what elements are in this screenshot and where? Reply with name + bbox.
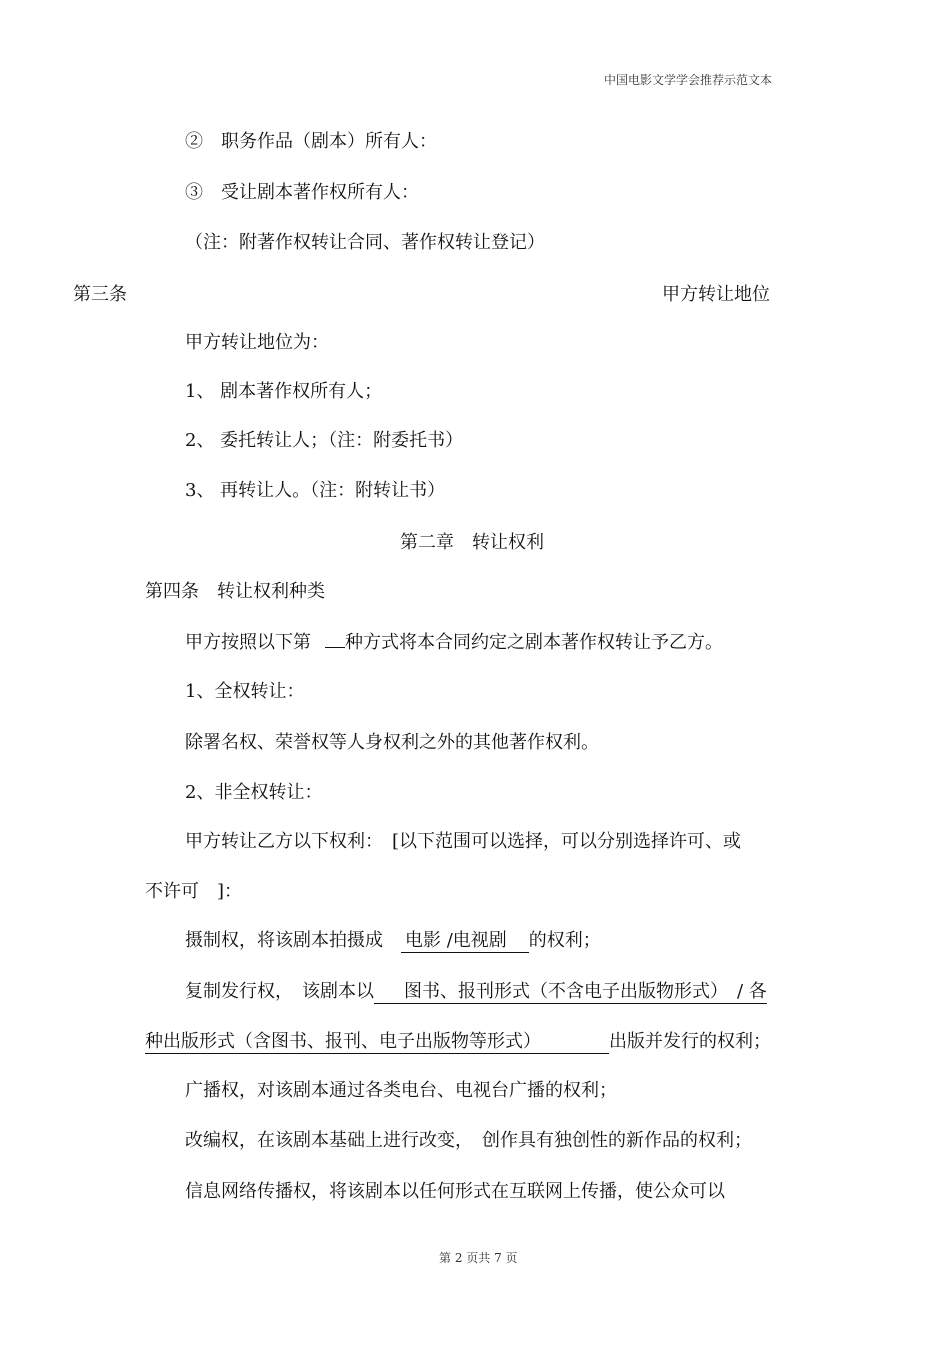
- right-reproduction-blank-1: 图书、报刊形式（不含电子出版物形式） / 各: [374, 981, 767, 1004]
- list-item-3: ③ 受让剧本著作权所有人：: [185, 182, 419, 203]
- list-item-2: ② 职务作品（剧本）所有人：: [185, 131, 437, 152]
- right-reproduction-b: 出版并发行的权利；: [609, 1031, 771, 1052]
- chapter-title: 第二章 转让权利: [400, 532, 544, 553]
- article-3-item-3: 3、 再转让人。（注：附转让书）: [185, 480, 446, 501]
- article-4-intro-b: 种方式将本合同约定之剧本著作权转让予乙方。: [345, 632, 723, 653]
- article-3-item-2: 2、 委托转让人；（注：附委托书）: [185, 430, 464, 451]
- article-4-intro-a: 甲方按照以下第: [185, 632, 311, 653]
- article-4-intro: [185, 631, 723, 655]
- page-header: 中国电影文学学会推荐示范文本: [604, 73, 773, 87]
- article-3-intro: 甲方转让地位为：: [185, 332, 329, 353]
- choice-blank[interactable]: [325, 631, 345, 648]
- option-1-desc: 除署名权、荣誉权等人身权利之外的其他著作权利。: [185, 732, 599, 753]
- article-4-title: 第四条 转让权利种类: [145, 581, 325, 602]
- right-network: 信息网络传播权，将该剧本以任何形式在互联网上传播，使公众可以: [185, 1181, 725, 1202]
- right-reproduction: [185, 980, 767, 1004]
- right-broadcast: 广播权，对该剧本通过各类电台、电视台广播的权利；: [185, 1080, 617, 1101]
- option-2-desc-cont: 不许可 ]：: [145, 881, 243, 902]
- article-3-label: 第三条: [73, 284, 127, 305]
- page-footer: 第 2 页共 7 页: [439, 1251, 518, 1265]
- right-reproduction-cont: [145, 1030, 771, 1054]
- article-3-item-1: 1、 剧本著作权所有人；: [185, 381, 383, 402]
- right-reproduction-blank-2: 种出版形式（含图书、报刊、电子出版物等形式）: [145, 1031, 609, 1054]
- right-filming-blank: 电影 /电视剧: [401, 930, 529, 953]
- right-filming: [185, 929, 601, 953]
- option-2: 2、非全权转让：: [185, 782, 323, 803]
- article-3-title: 甲方转让地位: [662, 284, 770, 305]
- note: （注：附著作权转让合同、著作权转让登记）: [185, 232, 545, 253]
- right-filming-b: 的权利；: [528, 930, 601, 951]
- right-filming-a: 摄制权，将该剧本拍摄成: [185, 930, 383, 951]
- right-adaptation: 改编权，在该剧本基础上进行改变， 创作具有独创性的新作品的权利；: [185, 1130, 752, 1151]
- option-1: 1、全权转让：: [185, 681, 305, 702]
- right-reproduction-a: 复制发行权， 该剧本以: [185, 981, 374, 1002]
- option-2-desc: 甲方转让乙方以下权利： [以下范围可以选择，可以分别选择许可、或: [185, 831, 742, 852]
